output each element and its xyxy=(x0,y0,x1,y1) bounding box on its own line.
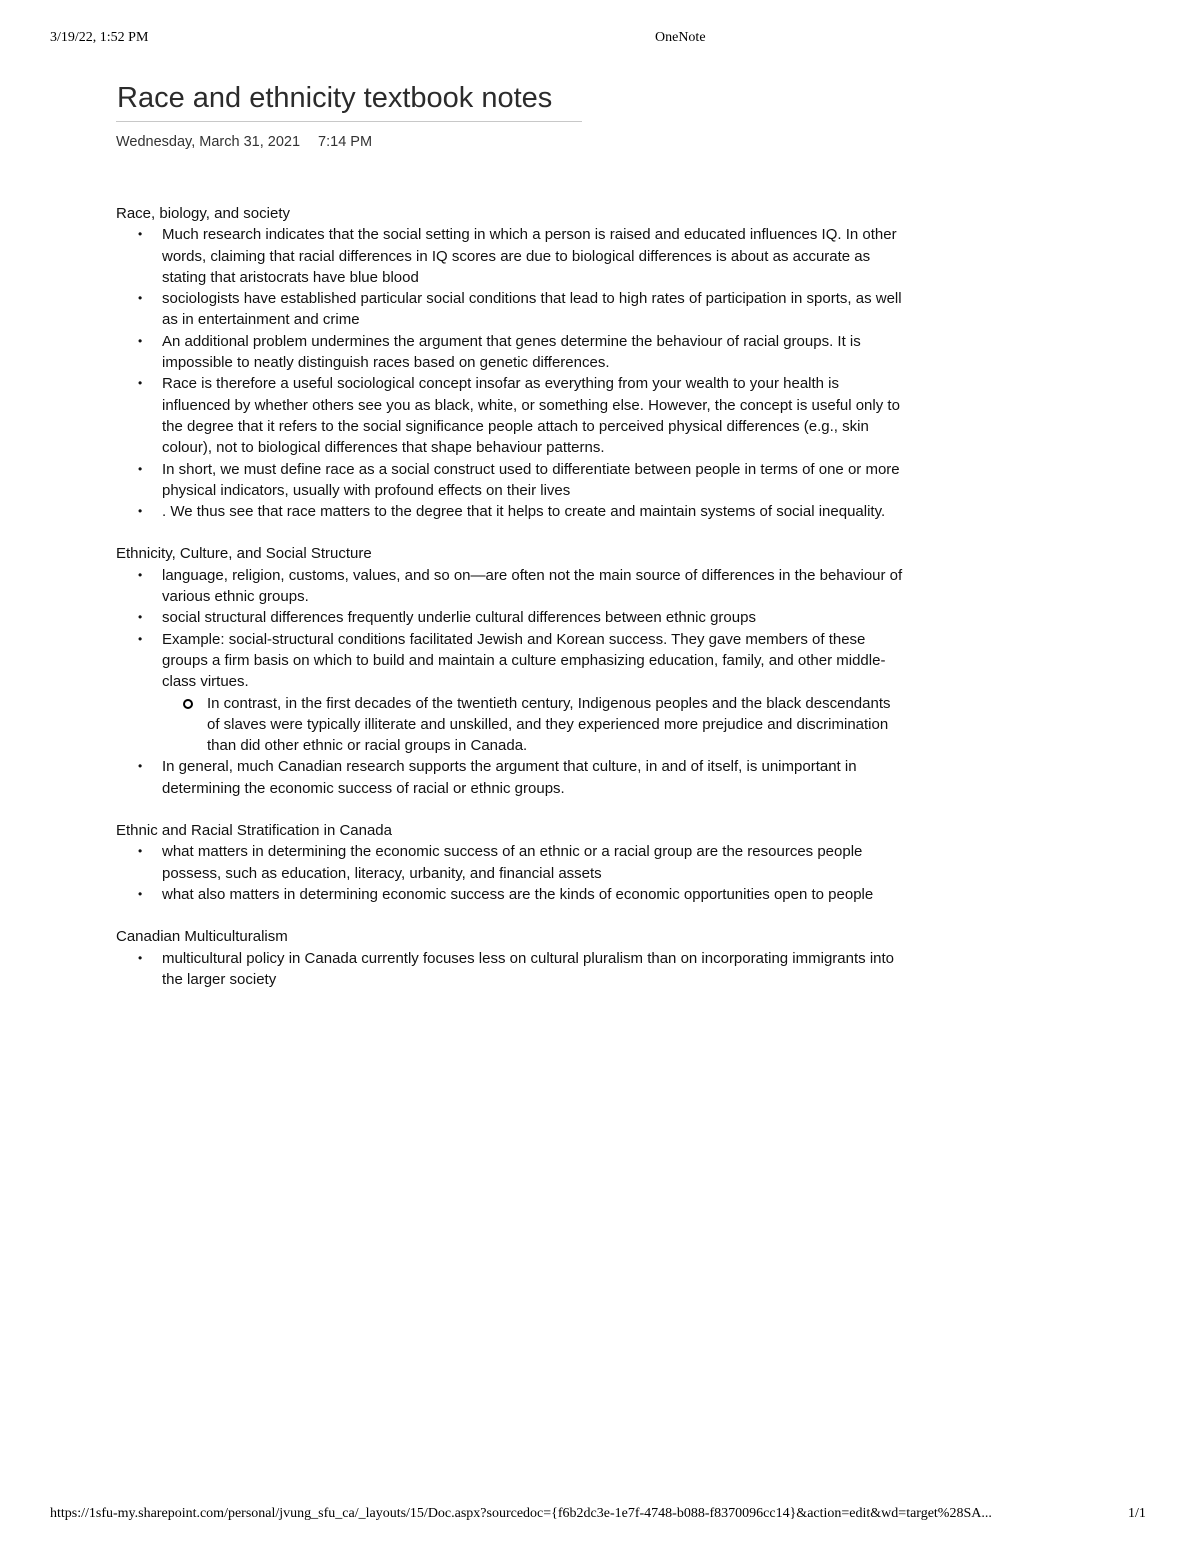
list-item xyxy=(116,948,906,991)
list-item xyxy=(116,459,906,502)
list-item-text: sociologists have established particular social conditions that lead to high rates of participation in sports, as well as in entertainment and crime xyxy=(162,290,902,329)
section-stratification xyxy=(116,820,906,905)
section-heading: Canadian Multiculturalism xyxy=(116,928,288,946)
list-item xyxy=(116,565,906,608)
bullet-icon: • xyxy=(138,227,143,242)
title-underline xyxy=(116,121,582,122)
page-number: 1/1 xyxy=(1128,1506,1146,1521)
print-url: https://1sfu-my.sharepoint.com/personal/jvung_sfu_ca/_layouts/15/Doc.aspx?sourcedoc={f6b2dc3e-1e7f-4748-b088-f8370096cc14}&action=edit&wd=target%28SA... xyxy=(50,1506,992,1521)
list-item xyxy=(116,331,906,374)
notes-body xyxy=(116,203,906,1011)
print-date: 3/19/22, 1:52 PM xyxy=(50,30,149,45)
section-ethnicity-culture xyxy=(116,543,906,799)
list-item-text: language, religion, customs, values, and so on—are often not the main source of differences in the behaviour of various ethnic groups. xyxy=(162,566,903,606)
list-item-text: social structural differences frequently underlie cultural differences between ethnic groups xyxy=(162,609,756,627)
bullet-icon: • xyxy=(138,291,143,306)
list-item xyxy=(116,373,906,458)
list-item xyxy=(116,756,906,799)
list-item xyxy=(116,884,906,905)
list-item-text: what also matters in determining economic success are the kinds of economic opportunities open to people xyxy=(162,885,874,903)
list-item xyxy=(116,629,906,757)
bullet-icon: • xyxy=(138,333,143,348)
section-heading: Ethnic and Racial Stratification in Canada xyxy=(116,822,392,840)
page-time-text: 7:14 PM xyxy=(318,134,373,150)
bullet-icon: • xyxy=(138,610,143,625)
list-item-text: what matters in determining the economic success of an ethnic or a racial group are the resources people possess, such as education, literacy, urbanity, and financial assets xyxy=(162,843,863,882)
bullet-list xyxy=(116,841,906,905)
sub-bullet-list xyxy=(162,693,906,757)
list-item xyxy=(116,501,906,522)
print-footer xyxy=(0,1506,1200,1526)
list-item xyxy=(116,841,906,884)
sub-list-item-text: In contrast, in the first decades of the twentieth century, Indigenous peoples and the black descendants of slaves were typically illiterate and unskilled, and they experienced more prejudice and discrimination than did other ethnic or racial groups in Canada. xyxy=(207,694,891,755)
print-header xyxy=(0,30,1200,50)
list-item-text: In short, we must define race as a social construct used to differentiate between people in terms of one or more physical indicators, usually with profound effects on their lives xyxy=(162,460,900,499)
sub-list-item xyxy=(162,693,906,757)
bullet-icon: • xyxy=(138,567,143,582)
bullet-icon: • xyxy=(138,844,143,859)
bullet-icon: • xyxy=(138,504,143,519)
list-item xyxy=(116,288,906,331)
list-item-text: . We thus see that race matters to the degree that it helps to create and maintain systems of social inequality. xyxy=(162,503,886,521)
list-item xyxy=(116,607,906,628)
bullet-icon: • xyxy=(138,461,143,476)
bullet-icon: • xyxy=(138,376,143,391)
list-item-text: Example: social-structural conditions facilitated Jewish and Korean success. They gave members of these groups a firm basis on which to build and maintain a culture emphasizing education, family, and other middle-class virtues. xyxy=(162,630,886,691)
page-title: Race and ethnicity textbook notes xyxy=(117,82,553,114)
bullet-list xyxy=(116,948,906,991)
ring-bullet-icon xyxy=(183,699,193,709)
list-item-text: Much research indicates that the social setting in which a person is raised and educated influences IQ. In other words, claiming that racial differences in IQ scores are due to biological differences is about as accurate as stating that aristocrats have blue blood xyxy=(162,226,897,286)
bullet-list xyxy=(116,565,906,799)
bullet-icon: • xyxy=(138,759,143,774)
list-item xyxy=(116,224,906,288)
list-item-text: Race is therefore a useful sociological concept insofar as everything from your wealth to your health is influenced by whether others see you as black, white, or something else. However, the concept is useful only to the degree that it refers to the social significance people attach to perceived physical differences (e.g., skin colour), not to biological differences that shape behaviour patterns. xyxy=(162,375,900,457)
print-app-name: OneNote xyxy=(655,30,706,45)
page-date-text: Wednesday, March 31, 2021 xyxy=(116,134,301,150)
bullet-icon: • xyxy=(138,886,143,901)
section-race-biology-society xyxy=(116,203,906,522)
section-multiculturalism xyxy=(116,926,906,990)
bullet-list xyxy=(116,224,906,522)
bullet-icon: • xyxy=(138,631,143,646)
list-item-text: An additional problem undermines the argument that genes determine the behaviour of racial groups. It is impossible to neatly distinguish races based on genetic differences. xyxy=(162,332,861,372)
list-item-text: In general, much Canadian research supports the argument that culture, in and of itself, is unimportant in determining the economic success of racial or ethnic groups. xyxy=(162,758,857,797)
list-item-text: multicultural policy in Canada currently focuses less on cultural pluralism than on incorporating immigrants into the larger society xyxy=(162,949,895,988)
section-heading: Ethnicity, Culture, and Social Structure xyxy=(116,545,372,563)
section-heading: Race, biology, and society xyxy=(116,205,290,222)
page-date xyxy=(116,134,372,150)
bullet-icon: • xyxy=(138,950,143,965)
